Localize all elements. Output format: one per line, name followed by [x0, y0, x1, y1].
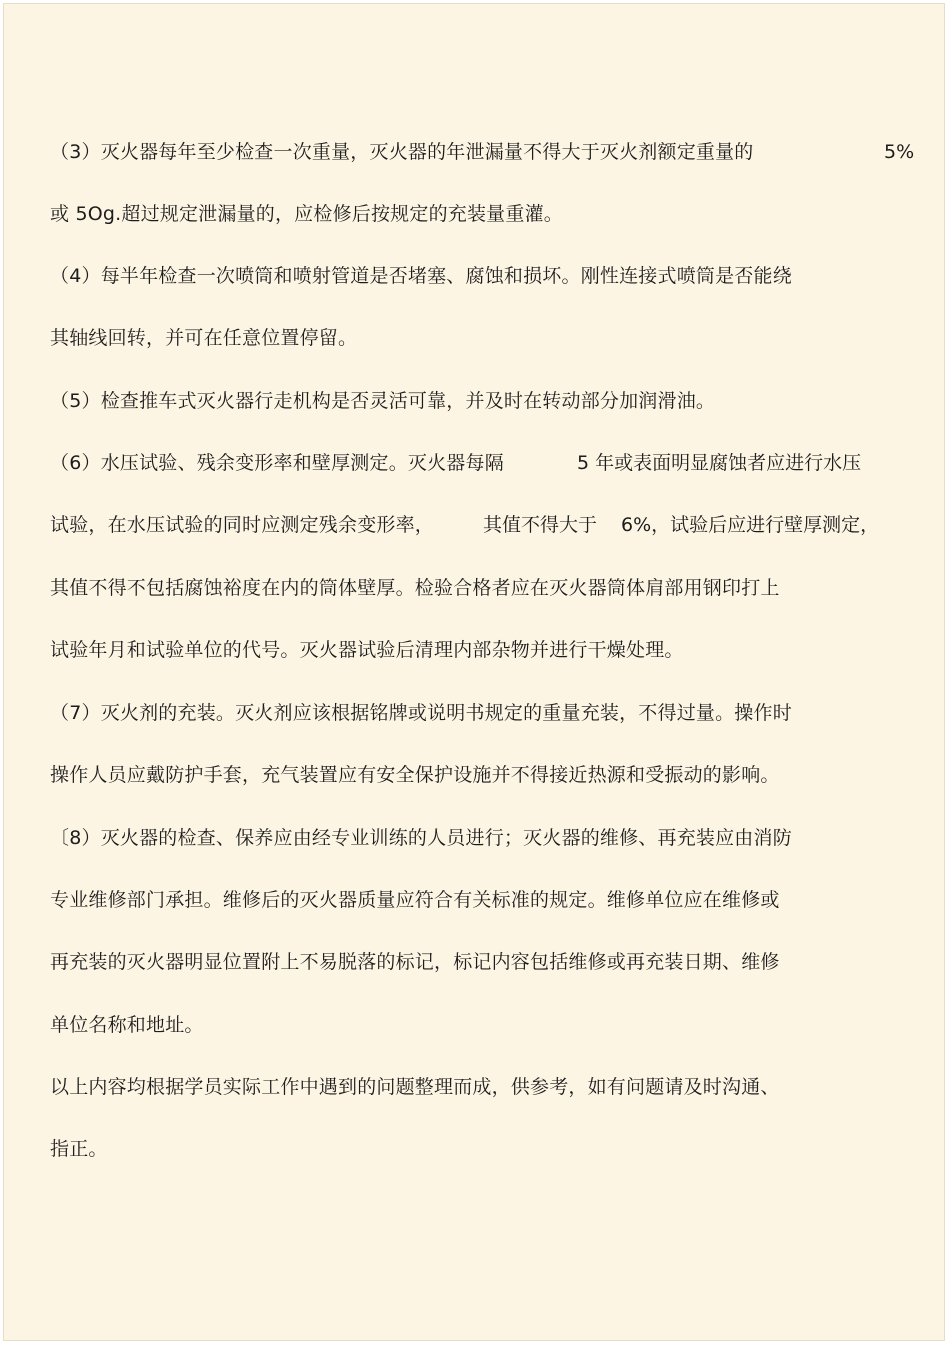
- text-line: 试验，在水压试验的同时应测定残余变形率，: [50, 514, 435, 536]
- text-line: 操作人员应戴防护手套，充气装置应有安全保护设施并不得接近热源和受振动的影响。: [50, 764, 780, 786]
- text-fragment: 5%: [884, 141, 915, 163]
- text-line: （7）灭火剂的充装。灭火剂应该根据铭牌或说明书规定的重量充装，不得过量。操作时: [50, 702, 792, 724]
- text-line: （6）水压试验、残余变形率和壁厚测定。灭火器每隔: [50, 452, 504, 474]
- text-line: （3）灭火器每年至少检查一次重量，灭火器的年泄漏量不得大于灭火剂额定重量的: [50, 141, 754, 163]
- text-line: （5）检查推车式灭火器行走机构是否灵活可靠，并及时在转动部分加润滑油。: [50, 390, 716, 412]
- text-line: 以上内容均根据学员实际工作中遇到的问题整理而成，供参考，如有问题请及时沟通、: [50, 1076, 780, 1098]
- text-fragment: 5 年或表面明显腐蚀者应进行水压: [577, 452, 862, 474]
- text-line: 其轴线回转，并可在任意位置停留。: [50, 327, 358, 349]
- text-line: 专业维修部门承担。维修后的灭火器质量应符合有关标准的规定。维修单位应在维修或: [50, 889, 780, 911]
- text-fragment: 6%，试验后应进行壁厚测定，: [621, 514, 880, 536]
- text-line: 指正。: [50, 1138, 108, 1160]
- text-line: 其值不得不包括腐蚀裕度在内的筒体壁厚。检验合格者应在灭火器筒体肩部用钢印打上: [50, 577, 780, 599]
- document-page: [3, 3, 945, 1341]
- text-line: 或 5Og.超过规定泄漏量的，应检修后按规定的充装量重灌。: [50, 203, 563, 225]
- text-fragment: 其值不得大于: [483, 514, 598, 536]
- text-line: 单位名称和地址。: [50, 1014, 204, 1036]
- text-line: （4）每半年检查一次喷筒和喷射管道是否堵塞、腐蚀和损坏。刚性连接式喷筒是否能绕: [50, 265, 792, 287]
- text-line: 再充装的灭火器明显位置附上不易脱落的标记，标记内容包括维修或再充装日期、维修: [50, 951, 780, 973]
- text-line: 试验年月和试验单位的代号。灭火器试验后清理内部杂物并进行干燥处理。: [50, 639, 684, 661]
- text-line: 〔8）灭火器的检查、保养应由经专业训练的人员进行；灭火器的维修、再充装应由消防: [50, 827, 792, 849]
